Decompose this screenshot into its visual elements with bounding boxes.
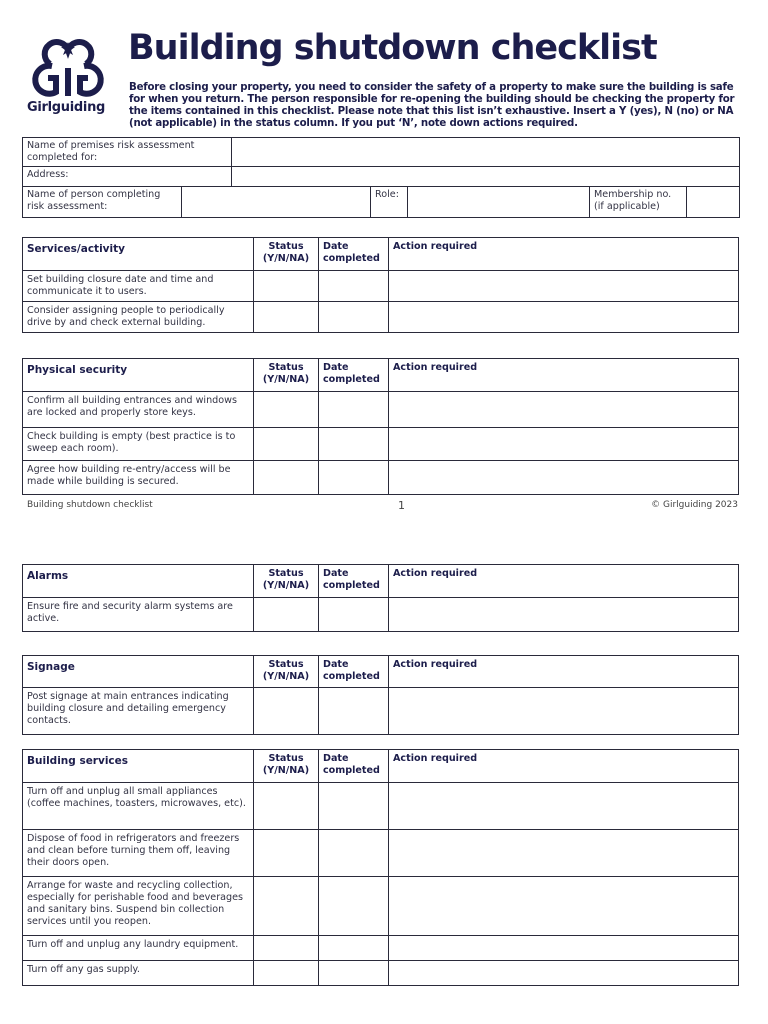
physical-security-table (22, 358, 739, 495)
section-title: Alarms (23, 565, 254, 598)
details-table (22, 137, 740, 218)
footer-title: Building shutdown checklist (27, 500, 153, 510)
action-cell[interactable] (389, 936, 739, 961)
table-row (23, 688, 739, 735)
membership-field[interactable] (687, 187, 740, 218)
role-field[interactable] (408, 187, 590, 218)
status-cell[interactable] (254, 598, 319, 632)
status-header: Status (Y/N/NA) (254, 656, 319, 688)
status-cell[interactable] (254, 688, 319, 735)
person-field[interactable] (182, 187, 371, 218)
action-header: Action required (389, 565, 739, 598)
date-cell[interactable] (319, 961, 389, 986)
footer-copyright: © Girlguiding 2023 (651, 500, 738, 510)
date-header: Date completed (319, 750, 389, 783)
alarms-table (22, 564, 739, 632)
page-number: 1 (398, 499, 405, 512)
table-row (23, 598, 739, 632)
action-cell[interactable] (389, 428, 739, 461)
page-title: Building shutdown checklist (128, 28, 657, 68)
status-cell[interactable] (254, 271, 319, 302)
table-row (23, 461, 739, 495)
status-header: Status (Y/N/NA) (254, 359, 319, 392)
status-cell[interactable] (254, 428, 319, 461)
status-header: Status (Y/N/NA) (254, 565, 319, 598)
action-cell[interactable] (389, 302, 739, 333)
table-row (23, 877, 739, 936)
date-cell[interactable] (319, 783, 389, 830)
date-cell[interactable] (319, 598, 389, 632)
address-field[interactable] (232, 167, 740, 187)
section-title: Services/activity (23, 238, 254, 271)
checklist-item: Set building closure date and time and communicate it to users. (23, 271, 254, 302)
table-row (23, 302, 739, 333)
person-label: Name of person completing risk assessment: (23, 187, 182, 218)
date-cell[interactable] (319, 688, 389, 735)
date-cell[interactable] (319, 877, 389, 936)
table-row (23, 428, 739, 461)
checklist-item: Confirm all building entrances and windows are locked and properly store keys. (23, 392, 254, 428)
action-cell[interactable] (389, 830, 739, 877)
status-cell[interactable] (254, 936, 319, 961)
intro-paragraph: Before closing your property, you need to consider the safety of a property to make sure the building is safe for when you return. The person responsible for re-opening the building should be checking the property for the items contained in this checklist. Please note that this list isn’t exhaustive. Insert a Y (yes), N (no) or NA (not applicable) in the status column. If you put ‘N’, note down actions required. (129, 82, 735, 129)
action-cell[interactable] (389, 877, 739, 936)
checklist-item: Arrange for waste and recycling collection, especially for perishable food and beverages and sanitary bins. Suspend bin collection services until you reopen. (23, 877, 254, 936)
date-cell[interactable] (319, 936, 389, 961)
section-title: Building services (23, 750, 254, 783)
logo-wordmark: Girlguiding (27, 100, 106, 115)
status-cell[interactable] (254, 392, 319, 428)
checklist-item: Ensure fire and security alarm systems are active. (23, 598, 254, 632)
date-cell[interactable] (319, 302, 389, 333)
status-cell[interactable] (254, 783, 319, 830)
action-header: Action required (389, 238, 739, 271)
trefoil-logo-icon (28, 34, 108, 100)
checklist-item: Turn off any gas supply. (23, 961, 254, 986)
table-row (23, 936, 739, 961)
status-cell[interactable] (254, 461, 319, 495)
date-cell[interactable] (319, 271, 389, 302)
action-cell[interactable] (389, 392, 739, 428)
checklist-item: Post signage at main entrances indicating building closure and detailing emergency contacts. (23, 688, 254, 735)
section-title: Physical security (23, 359, 254, 392)
action-header: Action required (389, 359, 739, 392)
status-cell[interactable] (254, 302, 319, 333)
date-header: Date completed (319, 238, 389, 271)
building-services-table (22, 749, 739, 986)
address-label: Address: (23, 167, 232, 187)
action-header: Action required (389, 750, 739, 783)
checklist-item: Check building is empty (best practice is to sweep each room). (23, 428, 254, 461)
date-header: Date completed (319, 565, 389, 598)
table-row (23, 961, 739, 986)
date-cell[interactable] (319, 428, 389, 461)
section-title: Signage (23, 656, 254, 688)
date-header: Date completed (319, 359, 389, 392)
status-header: Status (Y/N/NA) (254, 750, 319, 783)
checklist-item: Turn off and unplug all small appliances (coffee machines, toasters, microwaves, etc). (23, 783, 254, 830)
action-cell[interactable] (389, 961, 739, 986)
signage-table (22, 655, 739, 735)
premises-field[interactable] (232, 138, 740, 167)
table-row (23, 392, 739, 428)
table-row (23, 830, 739, 877)
date-cell[interactable] (319, 461, 389, 495)
status-header: Status (Y/N/NA) (254, 238, 319, 271)
status-cell[interactable] (254, 877, 319, 936)
membership-label: Membership no. (if applicable) (590, 187, 687, 218)
action-cell[interactable] (389, 598, 739, 632)
status-cell[interactable] (254, 961, 319, 986)
checklist-item: Consider assigning people to periodically drive by and check external building. (23, 302, 254, 333)
services-activity-table (22, 237, 739, 333)
date-cell[interactable] (319, 392, 389, 428)
action-cell[interactable] (389, 783, 739, 830)
premises-label: Name of premises risk assessment completed for: (23, 138, 232, 167)
action-cell[interactable] (389, 271, 739, 302)
table-row (23, 271, 739, 302)
action-cell[interactable] (389, 461, 739, 495)
role-label: Role: (371, 187, 408, 218)
table-row (23, 783, 739, 830)
status-cell[interactable] (254, 830, 319, 877)
action-header: Action required (389, 656, 739, 688)
action-cell[interactable] (389, 688, 739, 735)
checklist-item: Agree how building re-entry/access will be made while building is secured. (23, 461, 254, 495)
date-header: Date completed (319, 656, 389, 688)
date-cell[interactable] (319, 830, 389, 877)
checklist-item: Dispose of food in refrigerators and freezers and clean before turning them off, leaving their doors open. (23, 830, 254, 877)
checklist-item: Turn off and unplug any laundry equipment. (23, 936, 254, 961)
